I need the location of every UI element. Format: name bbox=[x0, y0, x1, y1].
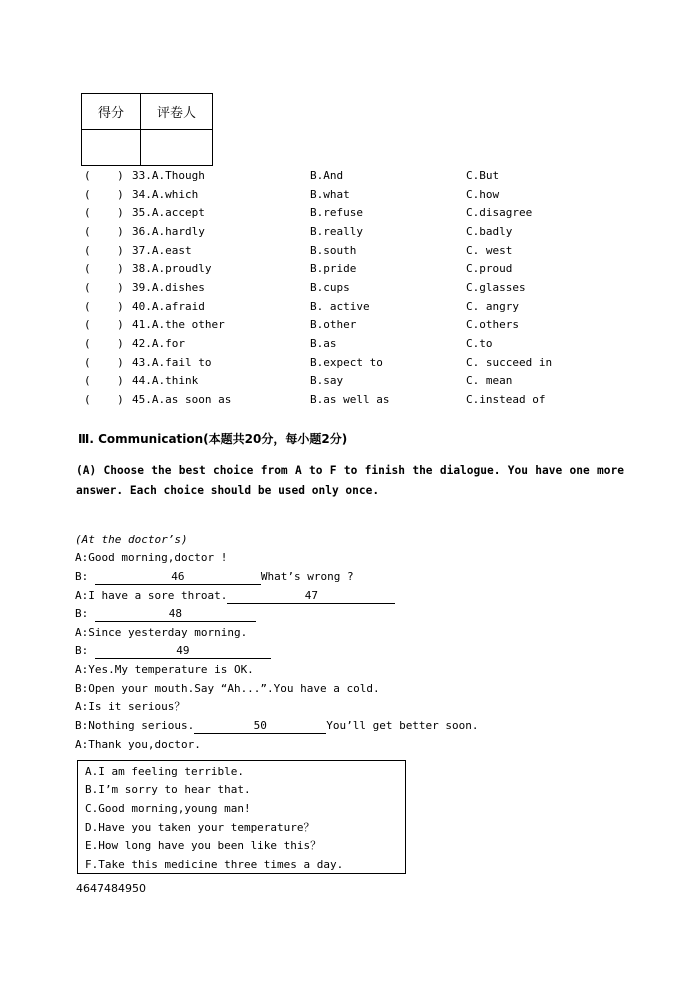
option-a: 38.A.proudly bbox=[132, 262, 212, 276]
dialogue-setting: (At the doctor’s) bbox=[75, 533, 188, 546]
option-a: 35.A.accept bbox=[132, 206, 205, 220]
dialogue-line: B:Open your mouth.Say “Ah...”.You have a cold. bbox=[75, 682, 380, 695]
dialogue-line bbox=[75, 587, 395, 605]
question-row bbox=[84, 391, 644, 410]
dialogue-text: You’ll get better soon. bbox=[326, 719, 479, 732]
option-b: B.say bbox=[310, 374, 344, 388]
answer-blank-50: 50 bbox=[194, 718, 326, 734]
option-a: 42.A.for bbox=[132, 336, 185, 350]
option-a: 43.A.fail to bbox=[132, 355, 212, 369]
option-a: 37.A.east bbox=[132, 243, 192, 257]
option-c: C. mean bbox=[466, 374, 513, 388]
dialogue-line: A:Is it serious？ bbox=[75, 700, 186, 713]
question-row bbox=[84, 298, 644, 317]
option-a: 44.A.think bbox=[132, 374, 199, 388]
choice-item: D.Have you taken your temperature？ bbox=[85, 821, 315, 834]
answer-paren[interactable]: ( ) bbox=[84, 224, 124, 238]
grader-header: 评卷人 bbox=[141, 94, 213, 130]
score-cell bbox=[82, 130, 141, 166]
option-c: C. angry bbox=[466, 299, 519, 313]
dialogue-line: A:Since yesterday morning. bbox=[75, 626, 248, 639]
score-header: 得分 bbox=[82, 94, 141, 130]
answer-paren[interactable]: ( ) bbox=[84, 243, 124, 257]
option-a: 40.A.afraid bbox=[132, 299, 205, 313]
option-b: B.as well as bbox=[310, 392, 390, 406]
option-c: C.how bbox=[466, 187, 500, 201]
option-b: B.And bbox=[310, 169, 344, 182]
choice-item: A.I am feeling terrible. bbox=[85, 765, 244, 778]
question-row bbox=[84, 242, 644, 261]
dialogue-text: What’s wrong ? bbox=[260, 570, 354, 583]
option-c: C.instead of bbox=[466, 392, 546, 406]
speaker-prefix: B: bbox=[75, 607, 95, 620]
option-b: B.as bbox=[310, 336, 337, 350]
option-c: C.to bbox=[466, 336, 493, 350]
answer-paren[interactable]: ( ) bbox=[84, 169, 124, 182]
answer-paren[interactable]: ( ) bbox=[84, 262, 124, 276]
answer-paren[interactable]: ( ) bbox=[84, 280, 124, 294]
section-title: Ⅲ. Communication(本题共20分，每小题2分) bbox=[78, 432, 348, 446]
option-a: 34.A.which bbox=[132, 187, 199, 201]
score-table bbox=[81, 93, 213, 166]
speaker-prefix: B: bbox=[75, 644, 95, 657]
option-b: B.expect to bbox=[310, 355, 383, 369]
option-b: B. active bbox=[310, 299, 370, 313]
speaker-prefix: B: bbox=[75, 570, 95, 583]
dialogue-line bbox=[75, 605, 256, 623]
option-a: 36.A.hardly bbox=[132, 224, 205, 238]
choice-item: C.Good morning,young man! bbox=[85, 802, 251, 815]
option-b: B.refuse bbox=[310, 206, 363, 220]
dialogue-line bbox=[75, 717, 479, 735]
option-b: B.really bbox=[310, 224, 363, 238]
option-c: C. west bbox=[466, 243, 513, 257]
dialogue-line bbox=[75, 568, 354, 586]
option-b: B.what bbox=[310, 187, 350, 201]
dialogue-line: A:Good morning,doctor ! bbox=[75, 551, 228, 564]
answer-paren[interactable]: ( ) bbox=[84, 355, 124, 369]
answer-blank-49: 49 bbox=[95, 643, 271, 659]
option-c: C.others bbox=[466, 318, 519, 332]
option-a: 33.A.Though bbox=[132, 169, 205, 182]
answer-paren[interactable]: ( ) bbox=[84, 374, 124, 388]
answer-paren[interactable]: ( ) bbox=[84, 336, 124, 350]
answer-blank-48: 48 bbox=[95, 606, 256, 622]
option-b: B.cups bbox=[310, 280, 350, 294]
answer-blank-46: 46 bbox=[95, 569, 261, 585]
choice-item: E.How long have you been like this？ bbox=[85, 839, 322, 852]
choice-item: B.I’m sorry to hear that. bbox=[85, 783, 251, 796]
dialogue-text: B:Nothing serious. bbox=[75, 719, 195, 732]
dialogue-line: A:Thank you,doctor. bbox=[75, 738, 201, 751]
grader-cell bbox=[141, 130, 213, 166]
question-row bbox=[84, 354, 644, 373]
option-a: 45.A.as soon as bbox=[132, 392, 232, 406]
option-c: C.But bbox=[466, 169, 500, 182]
answer-paren[interactable]: ( ) bbox=[84, 187, 124, 201]
choices-box bbox=[77, 760, 406, 874]
answer-numbers: 4647484950 bbox=[76, 882, 146, 895]
option-c: C. succeed in bbox=[466, 355, 553, 369]
section-instruction: (A) Choose the best choice from A to F to finish the dialogue. You have one more answer. Each choice should be used only once. bbox=[76, 464, 624, 497]
answer-paren[interactable]: ( ) bbox=[84, 206, 124, 220]
question-row bbox=[84, 223, 644, 242]
option-b: B.other bbox=[310, 318, 357, 332]
answer-paren[interactable]: ( ) bbox=[84, 318, 124, 332]
question-row bbox=[84, 204, 644, 223]
option-c: C.disagree bbox=[466, 206, 533, 220]
option-a: 39.A.dishes bbox=[132, 280, 205, 294]
question-row bbox=[84, 260, 644, 279]
question-row bbox=[84, 335, 644, 354]
answer-blank-47: 47 bbox=[227, 588, 395, 604]
option-a: 41.A.the other bbox=[132, 318, 225, 332]
dialogue-line: A:Yes.My temperature is OK. bbox=[75, 663, 254, 676]
question-row bbox=[84, 186, 644, 205]
question-row bbox=[84, 279, 644, 298]
question-row bbox=[84, 372, 644, 391]
answer-paren[interactable]: ( ) bbox=[84, 392, 124, 406]
answer-paren[interactable]: ( ) bbox=[84, 299, 124, 313]
option-b: B.pride bbox=[310, 262, 357, 276]
option-c: C.glasses bbox=[466, 280, 526, 294]
option-c: C.proud bbox=[466, 262, 513, 276]
dialogue-line bbox=[75, 642, 271, 660]
question-row bbox=[84, 167, 644, 186]
option-b: B.south bbox=[310, 243, 357, 257]
choice-item: F.Take this medicine three times a day. bbox=[85, 858, 344, 871]
dialogue-text: A:I have a sore throat. bbox=[75, 589, 228, 602]
question-row bbox=[84, 316, 644, 335]
option-c: C.badly bbox=[466, 224, 513, 238]
